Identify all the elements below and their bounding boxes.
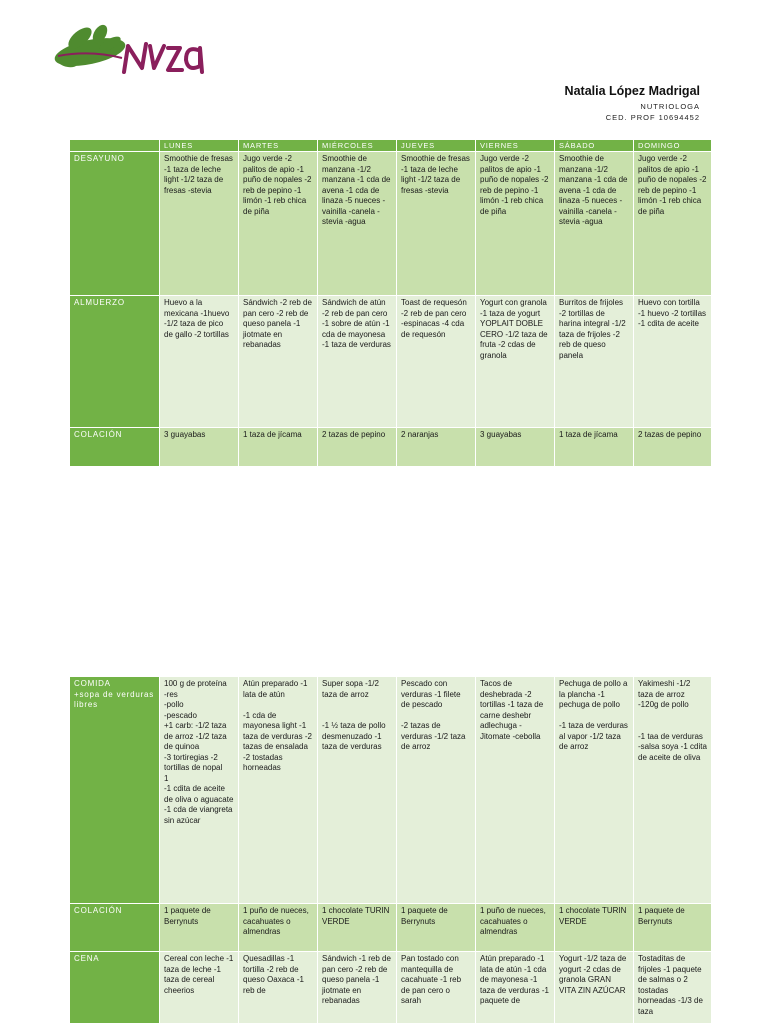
meal-cell: Toast de requesón -2 reb de pan cero -espinacas -4 cda de requesón <box>397 296 476 428</box>
day-header: SÁBADO <box>555 140 634 152</box>
meal-cell: Sándwich -2 reb de pan cero -2 reb de queso panela -1 jiotmate en rebanadas <box>239 296 318 428</box>
meal-label: ALMUERZO <box>70 296 160 428</box>
doctor-license: CED. PROF 10694452 <box>605 113 700 122</box>
meal-cell: Jugo verde -2 palitos de apio -1 puño de nopales -2 reb de pepino -1 limón -1 reb chica de piña <box>476 152 555 296</box>
doctor-name: Natalia López Madrigal <box>564 84 700 98</box>
meal-cell: 1 taza de jícama <box>239 428 318 467</box>
meal-cell: 3 guayabas <box>476 428 555 467</box>
meal-cell: Smoothie de manzana -1/2 manzana -1 cda de avena -1 cda de linaza -5 nueces -vainilla -canela -stevia -agua <box>318 152 397 296</box>
meal-row-almuerzo <box>70 296 712 428</box>
meal-cell: Pescado con verduras -1 filete de pescado -2 tazas de verduras -1/2 taza de arroz <box>397 677 476 904</box>
nuza-logo <box>50 10 210 82</box>
meal-cell: Sándwich -1 reb de pan cero -2 reb de queso panela -1 jiotmate en rebanadas <box>318 952 397 1024</box>
meal-row-comida <box>70 677 712 904</box>
meal-cell: Smoothie de fresas -1 taza de leche light -1/2 taza de fresas -stevia <box>160 152 239 296</box>
meal-cell: Atún preparado -1 lata de atún -1 cda de mayonesa light -1 taza de verduras -2 tazas de ensalada -2 tostadas horneadas <box>239 677 318 904</box>
meal-cell: Tacos de deshebrada -2 tortillas -1 taza de carne deshebr adlechuga -Jitomate -cebolla <box>476 677 555 904</box>
meal-cell: Tostaditas de frijoles -1 paquete de salmas o 2 tostadas horneadas -1/3 de taza <box>634 952 712 1024</box>
day-header: JUEVES <box>397 140 476 152</box>
meal-cell: Jugo verde -2 palitos de apio -1 puño de nopales -2 reb de pepino -1 limón -1 reb chica de piña <box>634 152 712 296</box>
day-header: VIERNES <box>476 140 555 152</box>
meal-cell: 2 naranjas <box>397 428 476 467</box>
meal-cell: 1 chocolate TURIN VERDE <box>555 904 634 952</box>
meal-cell: Pan tostado con mantequilla de cacahuate -1 reb de pan cero o sarah <box>397 952 476 1024</box>
meal-cell: 1 paquete de Berrynuts <box>397 904 476 952</box>
day-header-row <box>70 140 712 152</box>
meal-label: COLACIÓN <box>70 904 160 952</box>
meal-cell: 1 puño de nueces, cacahuates o almendras <box>239 904 318 952</box>
meal-cell: Yogurt con granola -1 taza de yogurt YOPLAIT DOBLE CERO -1/2 taza de fruta -2 cdas de granola <box>476 296 555 428</box>
corner-cell <box>70 140 160 152</box>
meal-cell: 1 paquete de Berrynuts <box>634 904 712 952</box>
meal-cell: 100 g de proteína -res -pollo -pescado +1 carb: -1/2 taza de arroz -1/2 taza de quinoa -3 tortiregias -2 tortillas de nopal 1 -1 cdita de aceite de oliva o aguacate -1 cda de viangreta sin azúcar <box>160 677 239 904</box>
meal-plan-table-top <box>69 139 712 467</box>
meal-cell: Smoothie de fresas -1 taza de leche light -1/2 taza de fresas -stevia <box>397 152 476 296</box>
doctor-info <box>565 84 700 122</box>
meal-label: DESAYUNO <box>70 152 160 296</box>
meal-label: COLACIÓN <box>70 428 160 467</box>
meal-cell: 2 tazas de pepino <box>318 428 397 467</box>
meal-cell: 2 tazas de pepino <box>634 428 712 467</box>
meal-cell: Huevo con tortilla -1 huevo -2 tortillas -1 cdita de aceite <box>634 296 712 428</box>
day-header: MIÉRCOLES <box>318 140 397 152</box>
meal-cell: Jugo verde -2 palitos de apio -1 puño de nopales -2 reb de pepino -1 limón -1 reb chica de piña <box>239 152 318 296</box>
meal-plan-table-bottom <box>69 676 712 1024</box>
meal-row-colacion-2 <box>70 904 712 952</box>
meal-cell: Atún preparado -1 lata de atún -1 cda de mayonesa -1 taza de verduras -1 paquete de <box>476 952 555 1024</box>
meal-cell: 1 paquete de Berrynuts <box>160 904 239 952</box>
meal-cell: Quesadillas -1 tortilla -2 reb de queso Oaxaca -1 reb de <box>239 952 318 1024</box>
day-header: LUNES <box>160 140 239 152</box>
day-header: MARTES <box>239 140 318 152</box>
meal-cell: 1 puño de nueces, cacahuates o almendras <box>476 904 555 952</box>
meal-row-desayuno <box>70 152 712 296</box>
meal-cell: Super sopa -1/2 taza de arroz -1 ½ taza de pollo desmenuzado -1 taza de verduras <box>318 677 397 904</box>
meal-label: CENA <box>70 952 160 1024</box>
leaf-logo-icon <box>50 10 210 82</box>
meal-label: COMIDA +sopa de verduras libres <box>70 677 160 904</box>
meal-row-colacion <box>70 428 712 467</box>
meal-row-cena <box>70 952 712 1024</box>
meal-cell: Cereal con leche -1 taza de leche -1 taza de cereal cheerios <box>160 952 239 1024</box>
meal-cell: Burritos de frijoles -2 tortillas de harina integral -1/2 taza de frijoles -2 reb de queso panela <box>555 296 634 428</box>
meal-cell: 1 chocolate TURIN VERDE <box>318 904 397 952</box>
meal-cell: 3 guayabas <box>160 428 239 467</box>
meal-cell: Smoothie de manzana -1/2 manzana -1 cda de avena -1 cda de linaza -5 nueces -vainilla -canela -stevia -agua <box>555 152 634 296</box>
meal-cell: Yakimeshi -1/2 taza de arroz -120g de pollo -1 taa de verduras -salsa soya -1 cdita de aceite de oliva <box>634 677 712 904</box>
meal-cell: 1 taza de jícama <box>555 428 634 467</box>
meal-cell: Sándwich de atún -2 reb de pan cero -1 sobre de atún -1 cda de mayonesa -1 taza de verduras <box>318 296 397 428</box>
meal-cell: Pechuga de pollo a la plancha -1 pechuga de pollo -1 taza de verduras al vapor -1/2 taza de arroz <box>555 677 634 904</box>
meal-cell: Huevo a la mexicana -1huevo -1/2 taza de pico de gallo -2 tortillas <box>160 296 239 428</box>
day-header: DOMINGO <box>634 140 712 152</box>
meal-cell: Yogurt -1/2 taza de yogurt -2 cdas de granola GRAN VITA ZIN AZÚCAR <box>555 952 634 1024</box>
doctor-role: NUTRIOLOGA <box>640 102 700 111</box>
